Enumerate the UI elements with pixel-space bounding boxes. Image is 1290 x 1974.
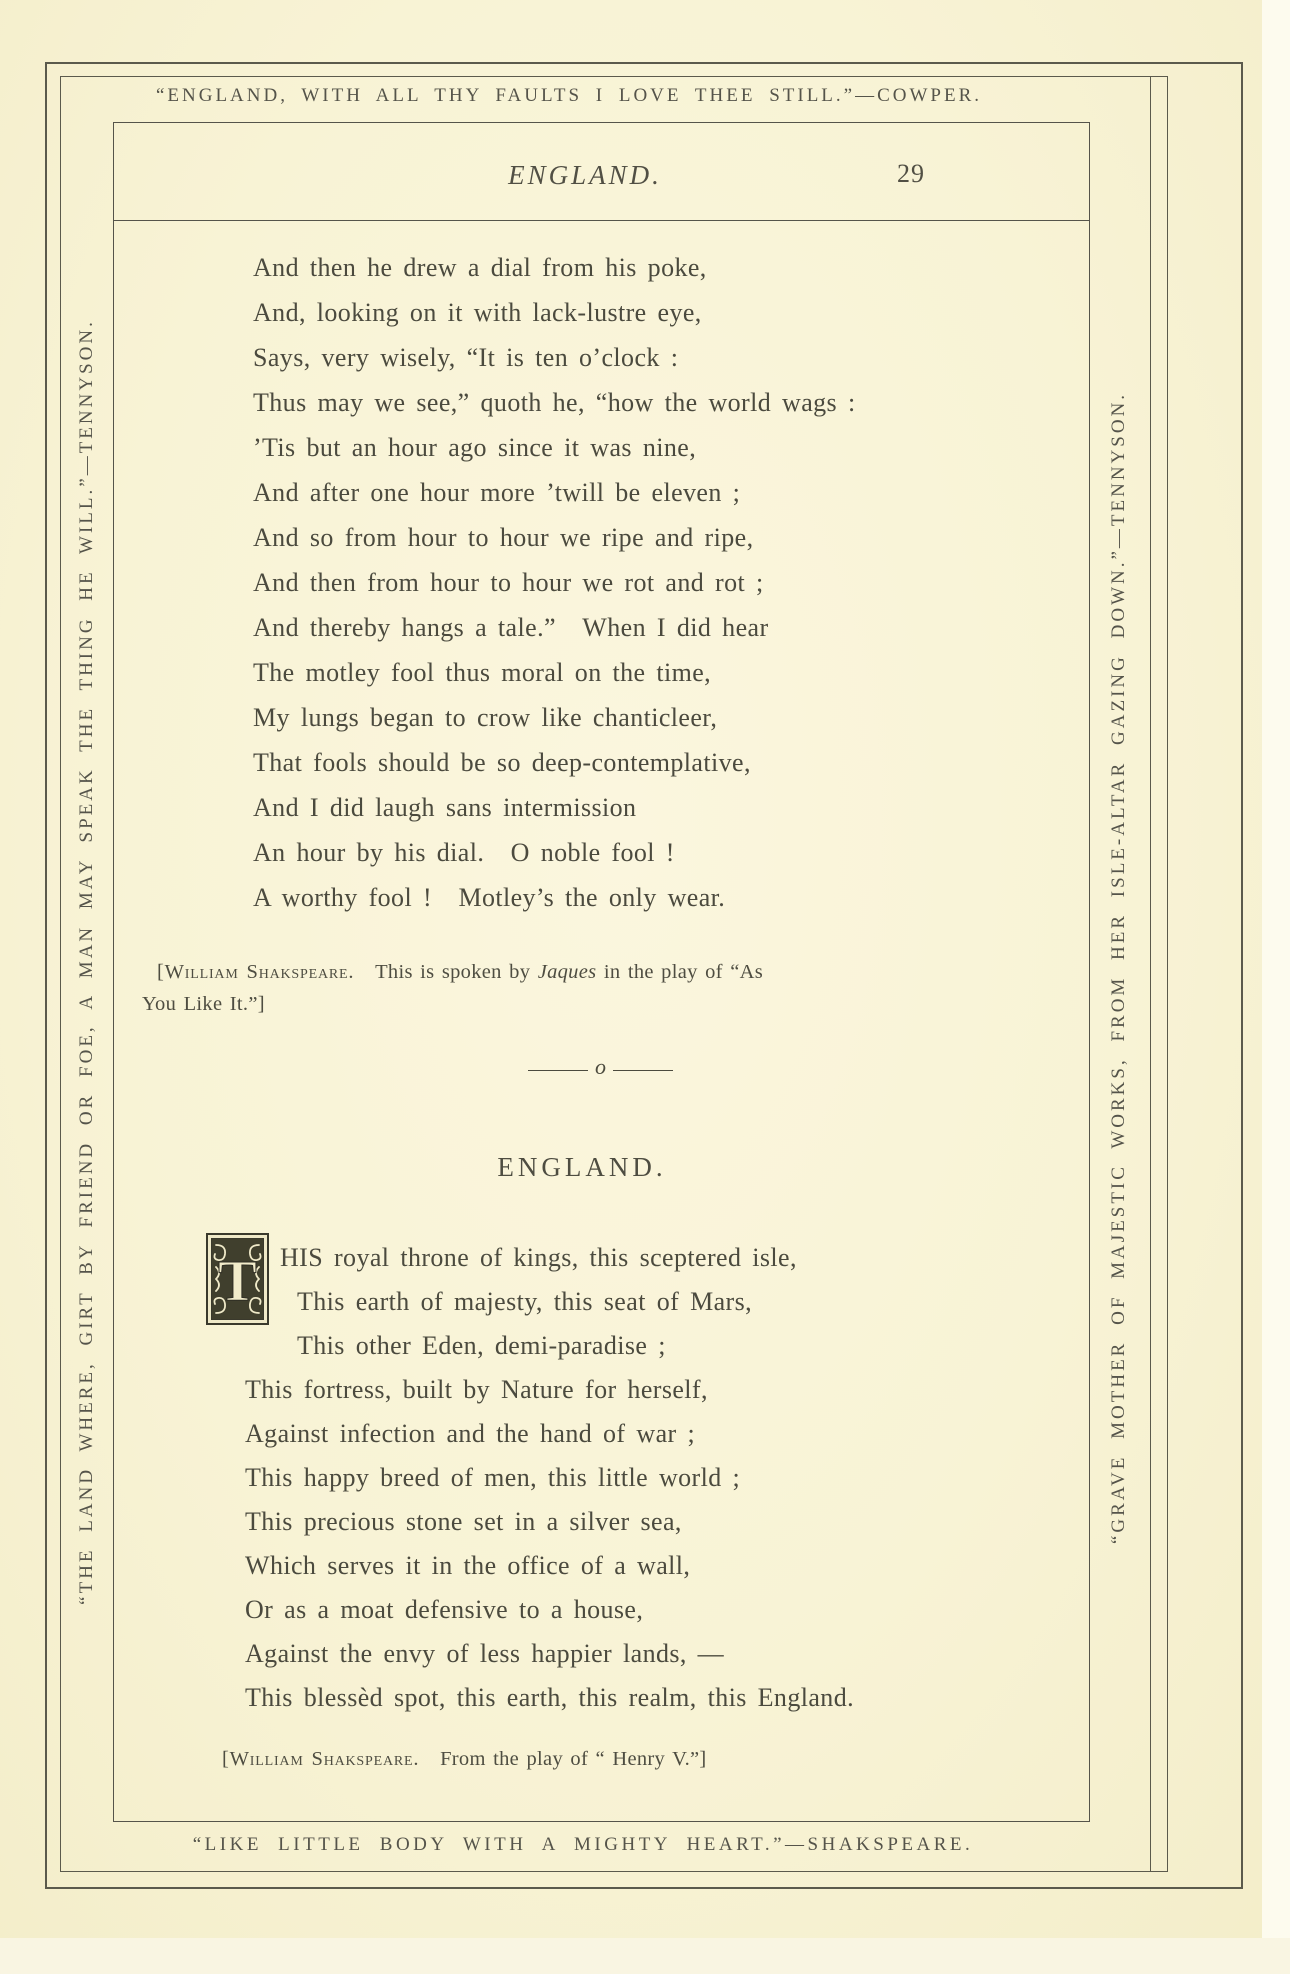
section-heading-england: ENGLAND. (497, 1152, 667, 1182)
poem-line: ’Tis but an hour ago since it was nine, (253, 433, 697, 462)
divider-dash (613, 1070, 673, 1071)
scan-edge-bottom (0, 1938, 1290, 1974)
attribution-henry-v: [William Shakspeare. From the play of “ Henry V.”] (222, 1748, 707, 1770)
poem-line: This blessèd spot, this earth, this realm, this England. (245, 1683, 854, 1712)
poem-line: And so from hour to hour we ripe and ripe, (253, 523, 754, 552)
poem-line: And, looking on it with lack-lustre eye, (253, 298, 702, 327)
poem-line: My lungs began to crow like chanticleer, (253, 703, 718, 732)
poem-line: HIS royal throne of kings, this sceptered isle, (280, 1243, 797, 1272)
running-header-quote: “ENGLAND, WITH ALL THY FAULTS I LOVE THEE STILL.”—COWPER. (155, 85, 983, 106)
poem-line: This happy breed of men, this little world ; (245, 1463, 741, 1492)
poem-line: And then from hour to hour we rot and rot ; (253, 568, 764, 597)
poem-henry-v (245, 1236, 854, 1720)
poem-line: And thereby hangs a tale.” When I did hear (253, 613, 769, 642)
left-margin-quote: “THE LAND WHERE, GIRT BY FRIEND OR FOE, A MAN MAY SPEAK THE THING HE WILL.”—TENNYSON. (76, 319, 97, 1605)
attribution-line: You Like It.”] (142, 993, 265, 1015)
poem-line: And after one hour more ’twill be eleven ; (253, 478, 741, 507)
divider-dash (528, 1070, 588, 1071)
scan-edge-right (1262, 0, 1290, 1974)
poem-as-you-like-it (253, 245, 856, 920)
author-name: [William Shakspeare. (157, 961, 355, 983)
section-divider (528, 1054, 673, 1081)
poem-line: A worthy fool ! Motley’s the only wear. (253, 883, 726, 912)
poem-line: Against infection and the hand of war ; (245, 1419, 696, 1448)
poem-line: Against the envy of less happier lands, — (245, 1639, 725, 1668)
attribution-as-you-like-it (142, 956, 763, 1020)
poem-line: This earth of majesty, this seat of Mars, (297, 1287, 753, 1316)
page-number: 29 (897, 159, 925, 188)
poem-line: An hour by his dial. O noble fool ! (253, 838, 675, 867)
character-name: Jaques (537, 961, 597, 983)
poem-line: The motley fool thus moral on the time, (253, 658, 712, 687)
poem-line: That fools should be so deep-contemplative, (253, 748, 751, 777)
attribution-line: [William Shakspeare. This is spoken by Jaques in the play of “As (157, 961, 763, 983)
poem-line: This other Eden, demi-paradise ; (297, 1331, 666, 1360)
right-margin-quote: “GRAVE MOTHER OF MAJESTIC WORKS, FROM HER ISLE-ALTAR GAZING DOWN.”—TENNYSON. (1108, 391, 1129, 1545)
poem-line: And I did laugh sans intermission (253, 793, 637, 822)
poem-line: Or as a moat defensive to a house, (245, 1595, 644, 1624)
poem-line: Thus may we see,” quoth he, “how the world wags : (253, 388, 856, 417)
header-divider-rule (113, 220, 1090, 221)
poem-line: And then he drew a dial from his poke, (253, 253, 707, 282)
footer-quote: “LIKE LITTLE BODY WITH A MIGHTY HEART.”—SHAKSPEARE. (192, 1834, 974, 1855)
poem-line: Which serves it in the office of a wall, (245, 1551, 691, 1580)
drop-cap-letter: T (218, 1248, 257, 1313)
divider-ornament: o (595, 1054, 606, 1079)
poem-line: Says, very wisely, “It is ten o’clock : (253, 343, 679, 372)
page-running-title: ENGLAND. (508, 160, 662, 190)
right-column-rule (1150, 76, 1151, 1872)
author-name: [William Shakspeare. (222, 1748, 420, 1770)
poem-line: This precious stone set in a silver sea, (245, 1507, 682, 1536)
poem-line: This fortress, built by Nature for herself, (245, 1375, 708, 1404)
